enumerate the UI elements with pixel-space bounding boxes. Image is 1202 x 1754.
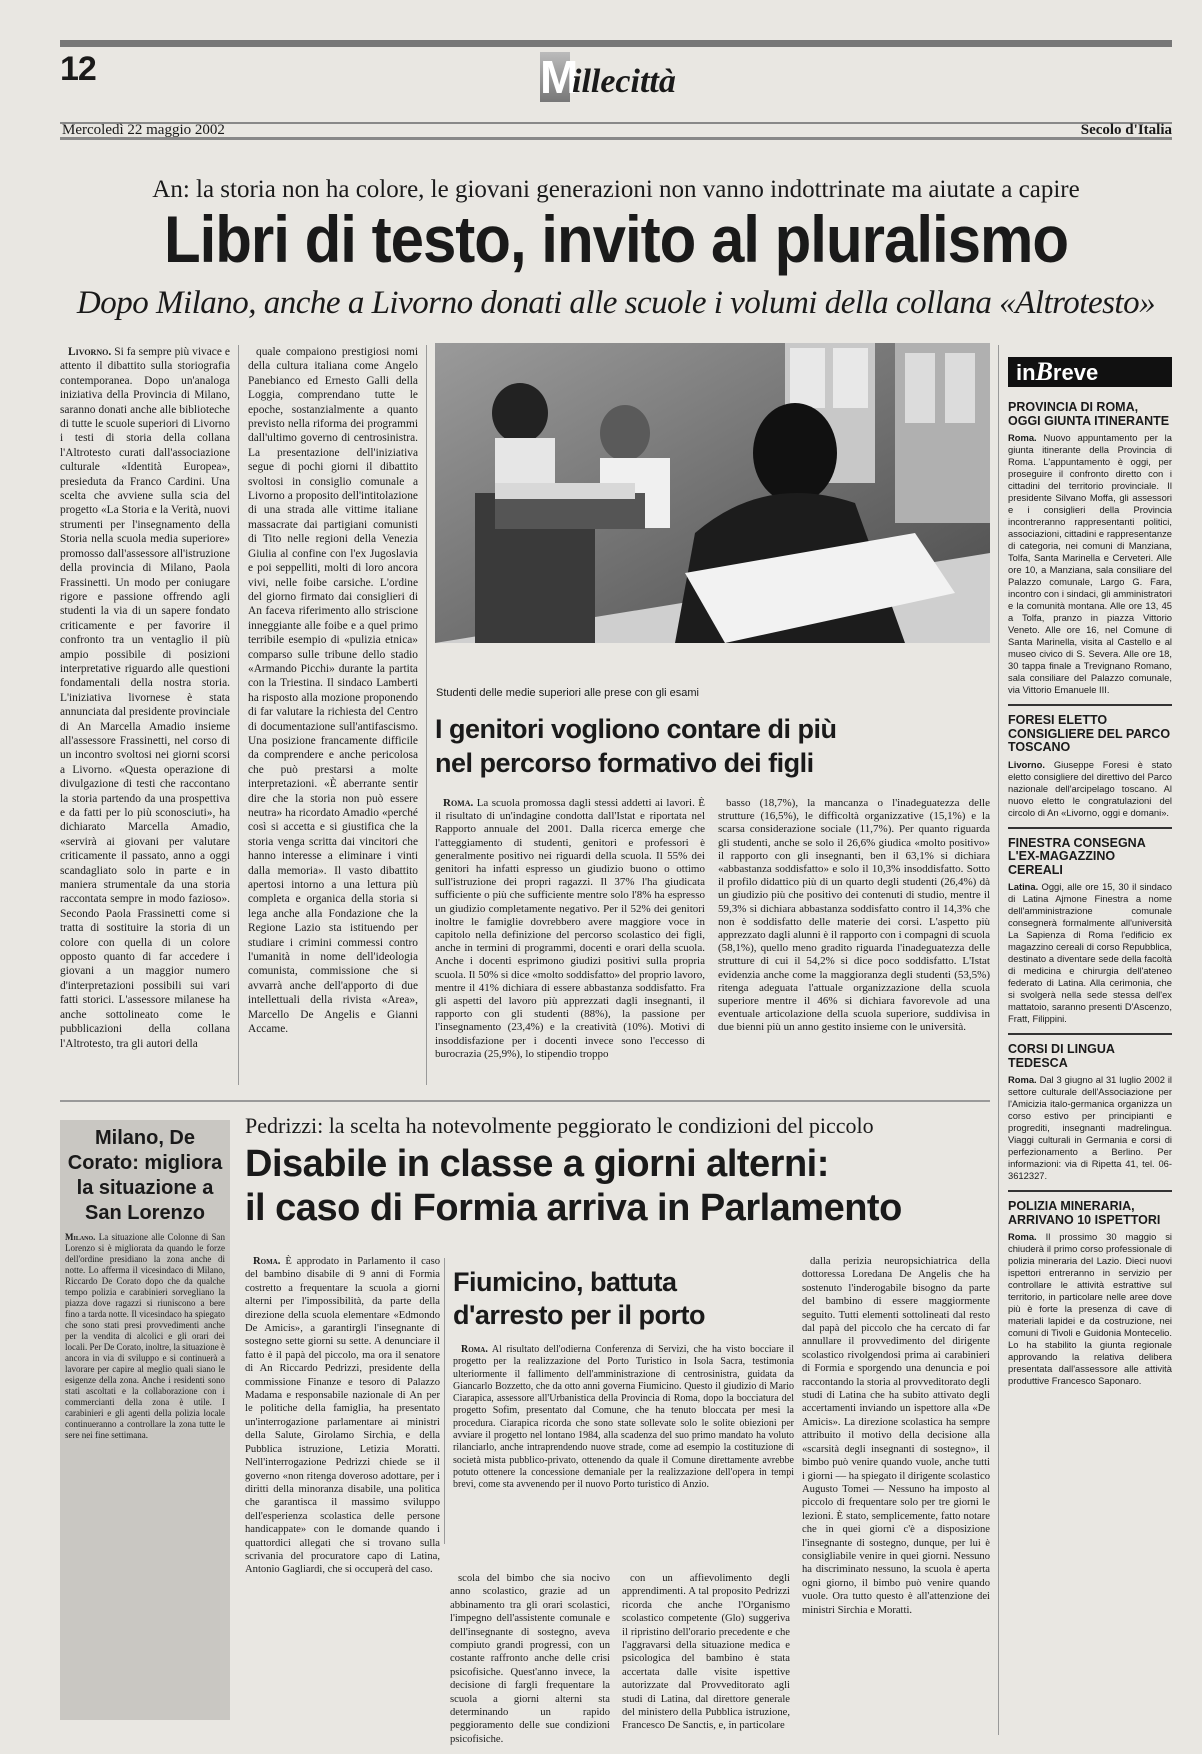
horizontal-rule xyxy=(60,1100,990,1102)
disabled-col4 xyxy=(802,1255,990,1725)
disabled-headline-line2: il caso di Formia arriva in Parlamento xyxy=(245,1187,902,1229)
parents-headline-line2: nel percorso formativo dei figli xyxy=(435,748,814,778)
briefs-tag xyxy=(1008,357,1172,387)
students-illustration xyxy=(435,343,990,643)
column-rule xyxy=(238,345,239,1085)
disabled-kicker: Pedrizzi: la scelta ha notevolmente peggiorato le condizioni del piccolo xyxy=(245,1113,874,1138)
fiumicino-inset xyxy=(444,1258,794,1544)
milano-body: La situazione alle Colonne di San Lorenzo si è migliorata da quando le forze dell'ordine presidiano la zona anche di notte. Lo afferma il vicesindaco di Milano, Riccardo De Corato dopo che da qualche tempo polizia e carabinieri sorvegliano la piazza dove ragazzi si riuniscono a bere fino a tarda notte. Il vicesindaco ha spiegato che sono stati presi provvedimenti anche per la vendita di alcolici e gli orari dei locali. Per De Corato, inoltre, la situazione è ancora in via di sviluppo e si continuerà a lavorare per capire al meglio quali siano le esigenze della zona. Anche i residenti sono stati ascoltati e la collaborazione con i commercianti della zona è utile. I carabinieri e gli agenti della polizia locale continueranno a controllare la zona tutte le sere nei fine settimana. xyxy=(65,1232,226,1440)
brief-text xyxy=(1008,1074,1172,1182)
brief-separator xyxy=(1008,1033,1172,1035)
milano-box-title: Milano, De Corato: migliora la situazione a San Lorenzo xyxy=(67,1127,223,1224)
section-title xyxy=(540,52,676,102)
briefs-tag-in: in xyxy=(1016,360,1036,385)
parents-dateline: Roma. xyxy=(443,797,474,809)
brief-text xyxy=(1008,759,1172,819)
main-headline: Libri di testo, invito al pluralismo xyxy=(163,202,1069,277)
main-kicker: An: la storia non ha colore, le giovani generazioni non vanno indottrinate ma aiutate a capire xyxy=(152,176,1080,203)
fiumicino-headline xyxy=(453,1266,794,1332)
issue-date: Mercoledì 22 maggio 2002 xyxy=(62,122,225,138)
column-rule xyxy=(998,345,999,1735)
brief-dateline: Roma. xyxy=(1008,1074,1037,1085)
main-subhead: Dopo Milano, anche a Livorno donati alle scuole i volumi della collana «Altrotesto» xyxy=(76,285,1156,321)
main-col1-text: Si fa sempre più vivace e attento il dibattito sulla storiografia contemporanea. Dopo un'analoga iniziativa della Provincia di Milano, saranno donati anche alle biblioteche di tutte le scuole superiori di Livorno i testi di storia della collana l'Altrotesto curati dall'associazione culturale «Identità Europea», presieduta da Franco Cardini. Una scelta che avviene sulla scia del progetto «La Storia e la Verità, nuovi strumenti per l'insegnamento della Storia nella scuola media superiore» promosso dall'assessore all'istruzione della provincia di Milano, Paola Frassinetti. Un modo per coniugare rigore e passione offrendo agli studenti la via di un sapere fondato criticamente e per favorire il confronto tra un ventaglio il più ampio possibile di posizioni interpretative riguardo alle questioni fondamentali della nostra storia. L'iniziativa livornese è stata annunciata dal presidente provinciale di An Marcella Amadio insieme all'assessore Frassinetti, nel corso di un incontro svoltosi nei giorni scorsi a Livorno. «Questa operazione di divulgazione di testi che raccontano la storia partendo da una prospettiva e da fatti per lo più sconosciuti», ha dichiarato Marcella Amadio, «servirà ai giovani per valutare criticamente il passato, anno a oggi scandagliato solo in parte e in maniera strumentale da una storia raccontata sempre in modo fazioso». Secondo Paola Frassinetti come si tratta di sostituire la storia di un colore con quella di un colore opposto quanto di far accedere i giovani a un maggior numero d'interpretazioni possibili sui vari fatti storici. L'assessore milanese ha anche sottolineato come le pubblicazioni della collana l'Altrotesto, tra gli autori della xyxy=(60,346,230,1050)
parents-headline-line1: I genitori vogliono contare di più xyxy=(435,714,837,744)
brief-separator xyxy=(1008,827,1172,829)
brief-dateline: Livorno. xyxy=(1008,758,1045,770)
brief-text xyxy=(1008,1231,1172,1387)
disabled-col1 xyxy=(245,1255,440,1725)
page-number: 12 xyxy=(60,50,96,88)
brief-dateline: Roma. xyxy=(1008,432,1037,443)
brief-title: CORSI DI LINGUA TEDESCA xyxy=(1008,1042,1115,1070)
newspaper-name: Secolo d'Italia xyxy=(1080,122,1172,138)
main-col2-text: quale compaiono prestigiosi nomi della cultura italiana come Angelo Panebianco ed Ernesto Galli della Loggia, comprendano tutte le epoche, sostanzialmente a quanto previsto nella riforma dei programmi dall'ultimo governo di centrosinistra. La presentazione dell'iniziativa segue di pochi giorni il dibattito svoltosi in consiglio comunale a Livorno a proposito dell'intitolazione di una strada alle vittime italiane massacrate dai partigiani comunisti di Tito nelle regioni della Venezia Giulia al confine con l'ex Jugoslavia e poi seppelliti, molti di loro ancora vivi, nelle foibe carsiche. L'ordine del giorno firmato dai consiglieri di An faceva riferimento allo striscione inneggiante alle foibe e a quel primo terribile esempio di «pulizia etnica» comparso sulle tribune dello stadio «Armando Picchi» durante la partita con la Triestina. Il sindaco Lamberti ha risposto alla mozione proponendo di far valutare la richiesta del Centro di documentazione sull'antifascismo. Una posizione francamente difficile da comprendere e anche pericolosa che può prestarsi a molte interpretazioni. «È aberrante sentir dire che la storia non può essere neutra» ha ricordato Amadio «perché così si accetta e si giustifica che la storia venga scritta dai vincitori che hanno interesse a eliminare i vinti dalla memoria». Il vasto dibattito apertosi intorno a una lettura più completa e organica della storia si lega anche alla Fondazione che la Regione Lazio sta istituendo per studiare i crimini commessi contro l'umanità in nome dell'ideologia comunista, commissione che si avvarrà anche dell'apporto di due intellettuali della rivista «Area», Marcello De Angelis e Gianni Accame. xyxy=(248,346,418,1036)
brief-separator xyxy=(1008,704,1172,706)
brief-text xyxy=(1008,432,1172,696)
disabled-col2-text: scola del bimbo che sia nocivo anno scolastico, grazie ad un abbinamento tra gli orari scolastici, l'impegno dell'assistente comunale e dell'insegnante di sostegno, aveva compiuto grandi progressi, con un costante raffronto anche delle crisi psicofisiche. Quest'anno invece, la decisione di fargli frequentare la scuola a giorni alterni sta determinando un rapido peggioramento delle sue condizioni psicofisiche. xyxy=(450,1573,610,1745)
fiumicino-dateline: Roma. xyxy=(461,1344,488,1355)
fiumicino-headline-line1: Fiumicino, battuta xyxy=(453,1267,677,1297)
brief-title: FINESTRA CONSEGNA L'EX-MAGAZZINO CEREALI xyxy=(1008,835,1146,877)
disabled-col1-text: È approdato in Parlamento il caso del bambino disabile di 9 anni di Formia costretto a frequentare la scuola a giorni alterni per l'impossibilità, da parte della direzione della scuola elementare «Edmondo De Amicis», a garantirgli l'insegnante di sostegno sette giorni su sette. A denunciare il fatto è il papà del piccolo, ma ora il senatore di An Riccardo Pedrizzi, presidente della commissione Finanze e tesoro di Palazzo Madama e responsabile nazionale di An per le politiche della famiglia, ha presentato un'interrogazione parlamentare ai ministri della Salute, Girolamo Sirchia, e della Pubblica istruzione, Letizia Moratti. Nell'interrogazione Pedrizzi chiede se il governo «non ritenga doveroso adottare, per i diritti della minoranza disabile, una politica che garantisca il massimo sviluppo dell'esperienza scolastica delle persone handicappate» con le domande quando i quattordici allegati che si trovano sulla scrivania del procuratore capo di Latina, Antonio Gagliardi, che si occuperà del caso. xyxy=(245,1256,440,1576)
disabled-headline xyxy=(245,1142,990,1230)
disabled-col2 xyxy=(450,1572,610,1745)
section-initial: M xyxy=(540,51,579,103)
main-dateline: Livorno. xyxy=(68,346,112,358)
disabled-col3 xyxy=(622,1572,790,1732)
fiumicino-text xyxy=(453,1344,794,1532)
milano-box-text xyxy=(60,1226,230,1666)
column-rule xyxy=(426,345,427,1085)
disabled-dateline: Roma. xyxy=(253,1256,281,1267)
brief-body: Nuovo appuntamento per la giunta itinerante della Provincia di Roma. L'appuntamento è oggi, per proseguire il confronto diretto con i cittadini del territorio provinciale. Il presidente Silvano Moffa, gli assessori e i consiglieri della Provincia incontreranno rappresentanti politici, associazioni, cittadini e rappresentanze di categoria, nei comuni di Manziana, Tolfa, Santa Marinella e Cerveteri. Alle ore 10, a Manziana, sala consiliare del Palazzo comunale, Largo G. Fara, incontro con i sindaci, gli amministratori e la comunità montana. Alle ore 13, 45 a Tolfa, pranzo in piazza Vittorio Veneto. Alle ore 16, nel Comune di Santa Marinella, visita al Castello e al museo civico di S. Severa. Alle ore 18, 30 tappa finale a Trevignano Romano, sala consiliare del Palazzo comunale, via Vittorio Emanuele III. xyxy=(1008,432,1172,695)
parents-col2 xyxy=(718,797,990,1089)
brief-title: POLIZIA MINERARIA, ARRIVANO 10 ISPETTORI xyxy=(1008,1199,1161,1227)
photo-caption: Studenti delle medie superiori alle prese con gli esami xyxy=(436,687,699,699)
brief-body: Giuseppe Foresi è stato eletto consigliere del direttivo del Parco nazionale dell'arcipelago toscano. Al nuovo eletto le congratulazioni del circolo di An «Livorno, oggi e domani». xyxy=(1008,758,1172,818)
brief-body: Il prossimo 30 maggio si chiuderà il primo corso professionale di polizia mineraria del Lazio. Dieci nuovi ispettori entreranno in servizio per controllare le attività estrattive sul territorio, in particolare nelle aree dove più è forte la presenza di cave di materiali lapidei e da costruzione, nei comuni di Tivoli e Guidonia Montecelio. Lo ha stabilito la giunta regionale approvando la relativa delibera presentata dall'assessore alle attività produttive Francesco Saponaro. xyxy=(1008,1231,1172,1386)
disabled-headline-line1: Disabile in classe a giorni alterni: xyxy=(245,1143,829,1185)
briefs-column xyxy=(1008,357,1172,1387)
date-rule xyxy=(60,122,1172,140)
brief-dateline: Roma. xyxy=(1008,1231,1037,1242)
fiumicino-headline-line2: d'arresto per il porto xyxy=(453,1300,705,1330)
top-rule xyxy=(60,40,1172,47)
brief-title: PROVINCIA DI ROMA, OGGI GIUNTA ITINERANTE xyxy=(1008,400,1170,428)
exam-photo xyxy=(435,343,990,643)
fiumicino-body: Al risultato dell'odierna Conferenza di Servizi, che ha visto bocciare il progetto per la realizzazione del Porto Turistico in Isola Sacra, testimonia ulteriormente il fallimento dell'amministrazione di centrosinistra, guidata da Giancarlo Bozzetto, che da otto anni governa Fiumicino. Questo il giudizio di Mario Ciarapica, assessore all'Urbanistica della Provincia di Roma, dopo la bocciatura del progetto Sofim, presentato dal Comune, che ha tenuto bloccata per mesi la procedura. Ciarapica ricorda che sono state sollevate solo le solite obiezioni per avviare il progetto nel lontano 1984, alla scadenza del suo primo mandato ha voluto rilanciarlo, anche intraprendendo nuove strade, come ad esempio la costituzione di società mista pubblico-privato, ottenendo da quale il Comune direttamente avrebbe potuto ottenere la concessione demaniale per la realizzazione dell'opera in tempi brevi, come sta avvenendo per il nuovo Porto turistico di Anzio. xyxy=(453,1344,794,1491)
brief-body: Oggi, alle ore 15, 30 il sindaco di Latina Ajmone Finestra a nome dell'amministrazione comunale consegnerà formalmente all'università La Sapienza di Roma l'edificio ex magazzino cereali di corso Repubblica, destinato a diventare sede della facoltà di medicina e chirurgia dell'ateneo federato di Latina. Alla cerimonia, che si svolgerà nella sede stessa dell'ex mattatoio, saranno presenti D'Ascenzo, Fratt, Filippini. xyxy=(1008,881,1172,1024)
brief-dateline: Latina. xyxy=(1008,881,1039,892)
milano-dateline: Milano. xyxy=(65,1232,96,1242)
section-name: illecittà xyxy=(572,63,676,100)
parents-col1-text: La scuola promossa dagli stessi addetti ai lavori. È il risultato di un'indagine condotta dall'Istat e riportata nel Rapporto annuale del 2001. Dalla ricerca emerge che l'atteggiamento di studenti, genitori e professori è generalmente positivo nei riguardi della scuola. Il 55% dei genitori ha infatti espresso un giudizio buono o ottimo sull'istruzione dei propri ragazzi. Il 37% l'ha giudicata sufficiente o più che sufficiente mentre solo l'8% ha espresso un giudizio completamente negativo. Per il 52% dei genitori inoltre le famiglie dovrebbero avere maggiore voce in capitolo nella definizione del percorso scolastico dei figli, anche in termini di programmi, docenti e orari della scuola. Anche i docenti esprimono giudizi positivi sulla propria scuola. Il 50% si dice «molto soddisfatto» del proprio lavoro, mentre il 41% dichiara di essere abbastanza soddisfatto. Fra gli aspetti del lavoro più apprezzati dagli insegnanti, il rapporto con gli studenti (88%), la passione per l'insegnamento (23,4%) e la creatività (10%). Motivi di insoddisfazione per i docenti invece sono l'eccesso di burocrazia (25,9%), lo stipendio troppo xyxy=(435,797,705,1060)
brief-body: Dal 3 giugno al 31 luglio 2002 il settore culturale dell'Associazione per l'Amicizia italo-germanica organizza un corso estivo per principianti e progrediti, insegnanti madrelingua. Viaggi culturali in Germania e corsi di perfezionamento a Berlino. Per informazioni: via di Ripetta 41, tel. 06-3612327. xyxy=(1008,1074,1172,1181)
parents-col2-text: basso (18,7%), la mancanza o l'inadeguatezza delle strutture (16,5%), le difficoltà organizzative (15,1%) e la scarsa considerazione sociale (11,7%). Per quanto riguarda gli studenti, anche se solo il 26,6% giudica «molto positivo» il rapporto con gli insegnanti, ben il 63,1% si dichiara «abbastanza soddisfatto» e solo il 10,3% insoddisfatto. Sotto il profilo didattico più di un quarto degli studenti (26,4%) dà un giudizio più che positivo dei contenuti di studio, mentre il 59,3% si dichiara abbastanza soddisfatto contro il 14,3% che non è soddisfatto delle materie dei corsi. L'aspetto più apprezzato dagli alunni è il rapporto con i compagni di scuola (58,1%), quello meno gradito riguarda l'inadeguatezza delle strutture di cui il 54,2% si dice poco soddisfatto. L'Istat evidenzia anche come la maggioranza degli studenti (53,5%) ritenga adeguata l'attuale organizzazione della scuola superiore mentre il 46% si dichiara favorevole ad una eventuale articolazione della scuola superiore, suddivisa in due bienni più un anno gestito insieme con le università. xyxy=(718,797,990,1034)
disabled-col3-text: con un affievolimento degli apprendimenti. A tal proposito Pedrizzi ricorda che anche l'Organismo scolastico competente (Glo) suggeriva il ripristino dell'orario precedente e che l'aggravarsi della situazione medica e psicologica del bambino è stata accertata dalle visite ispettive autorizzate dal Provveditorato agli studi di Latina, dal direttore generale del ministero della Pubblica istruzione, Francesco De Sanctis, e, in particolare xyxy=(622,1573,790,1732)
parents-col1 xyxy=(435,797,705,1089)
briefs-tag-rest: reve xyxy=(1052,360,1099,385)
brief-text xyxy=(1008,881,1172,1025)
disabled-col4-text: dalla perizia neuropsichiatrica della dottoressa Loredana De Angelis che ha sostenuto l'inderogabile bisogno da parte del bambino di essere maggiormente seguito. Tutti elementi sottolineati dal resto dal papà del piccolo che ha cercato di far annullare il provvedimento del dirigente scolastico rivolgendosi prima ai carabinieri di Formia e sporgendo una denuncia e poi raccontando la storia al provveditorato degli studi di Latina che ha subito attivato degli accertamenti inviando un ispettore alla «De Amicis». La direzione scolastica ha sempre attribuito il motivo della decisione alla «scarsità degli insegnanti di sostegno», il bimbo può venire quando vuole, anche tutti i giorni — ha spiegato il dirigente scolastico Augusto Tomei — Nessuno ha imposto al piccolo di frequentare solo per tre giorni le lezioni. È stato, semplicemente, fatto notare che in quei giorni c'è a disposizione l'insegnante di sostegno, dunque, per lui è consigliabile venire in quei giorni. Nessuno ha discriminato nessuno, la scuola è aperta ogni giorno, il bimbo può venire quando vuole. Ora tutto questo è all'attenzione dei ministri Sirchia e Moratti. xyxy=(802,1256,990,1616)
brief-separator xyxy=(1008,1190,1172,1192)
main-article-col1 xyxy=(60,345,230,1085)
briefs-tag-initial: B xyxy=(1035,357,1053,386)
main-article-col2 xyxy=(248,345,418,1085)
brief-title: FORESI ELETTO CONSIGLIERE DEL PARCO TOSCANO xyxy=(1008,713,1171,754)
parents-headline xyxy=(435,712,990,780)
milano-box xyxy=(60,1120,230,1720)
